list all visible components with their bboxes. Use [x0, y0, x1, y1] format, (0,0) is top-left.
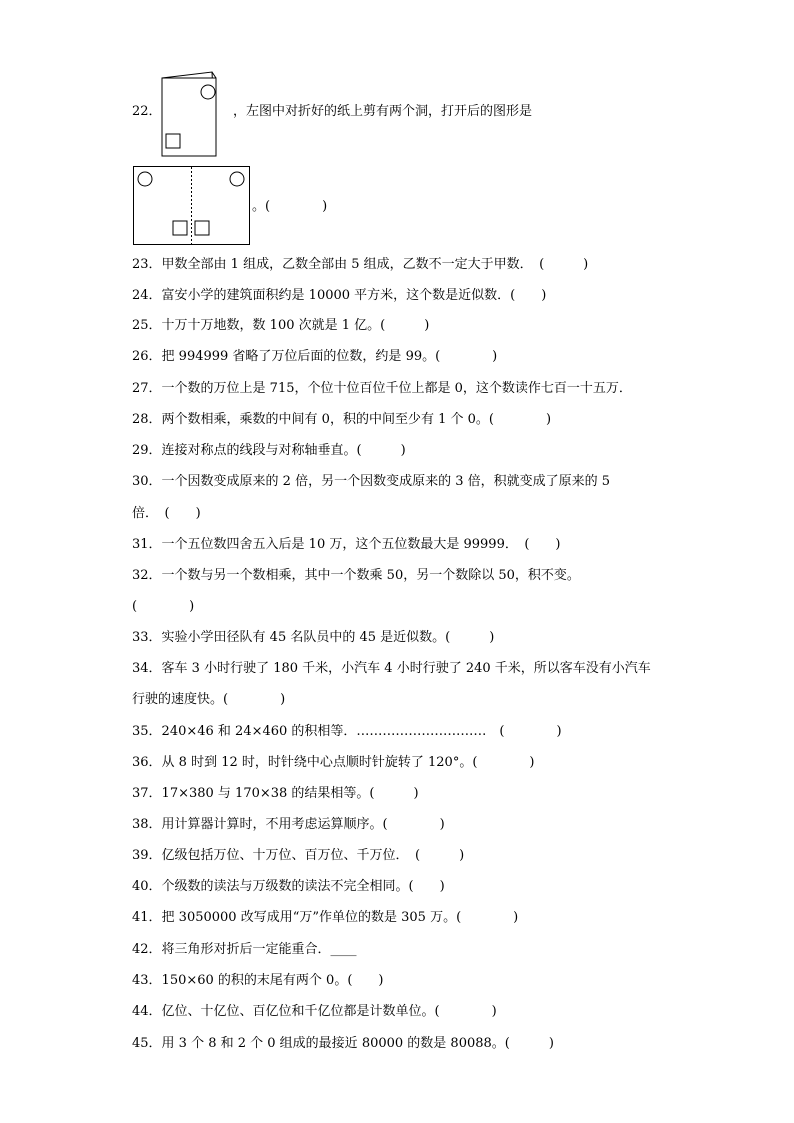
question-38: 38．用计算器计算时，不用考虑运算顺序。( ) [132, 817, 445, 832]
unfolded-paper-figure [133, 166, 251, 246]
question-30-line-1: 30．一个因数变成原来的 2 倍，另一个因数变成原来的 3 倍，积就变成了原来的 5 [132, 474, 611, 489]
question-30-line-2: 倍． ( ) [132, 506, 201, 521]
question-44: 44．亿位、十亿位、百亿位和千亿位都是计数单位。( ) [132, 1004, 497, 1019]
question-29: 29．连接对称点的线段与对称轴垂直。( ) [132, 443, 406, 458]
question-34-line-1: 34．客车 3 小时行驶了 180 千米，小汽车 4 小时行驶了 240 千米，所以客车没有小汽车 [132, 661, 651, 676]
question-42: 42．将三角形对折后一定能重合．____ [132, 942, 357, 957]
question-43: 43．150×60 的积的末尾有两个 0。( ) [132, 973, 384, 988]
question-39: 39．亿级包括万位、十万位、百万位、千万位． ( ) [132, 848, 465, 863]
question-25: 25．十万十万地数，数 100 次就是 1 亿。( ) [132, 318, 430, 333]
question-36: 36．从 8 时到 12 时，时针绕中心点顺时针旋转了 120°。( ) [132, 755, 535, 770]
folded-paper-figure [160, 70, 220, 160]
question-22-number: 22． [132, 104, 162, 119]
question-22-answer-blank: 。( ) [252, 199, 328, 214]
question-34-line-2: 行驶的速度快。( ) [132, 692, 286, 707]
question-32-line-1: 32．一个数与另一个数相乘，其中一个数乘 50，另一个数除以 50，积不变。 [132, 568, 580, 583]
question-23: 23．甲数全部由 1 组成，乙数全部由 5 组成，乙数不一定大于甲数． ( ) [132, 257, 589, 272]
question-37: 37．17×380 与 170×38 的结果相等。( ) [132, 786, 419, 801]
question-31: 31．一个五位数四舍五入后是 10 万，这个五位数最大是 99999． ( ) [132, 537, 561, 552]
question-27: 27．一个数的万位上是 715，个位十位百位千位上都是 0，这个数读作七百一十五万． [132, 381, 632, 396]
question-26: 26．把 994999 省略了万位后面的位数，约是 99。( ) [132, 349, 498, 364]
question-40: 40．个级数的读法与万级数的读法不完全相同。( ) [132, 879, 445, 894]
question-22-text: ，左图中对折好的纸上剪有两个洞，打开后的图形是 [233, 104, 533, 119]
question-35: 35．240×46 和 24×460 的积相等．………………………… ( ) [132, 724, 562, 739]
question-41: 41．把 3050000 改写成用“万”作单位的数是 305 万。( ) [132, 910, 519, 925]
question-33: 33．实验小学田径队有 45 名队员中的 45 是近似数。( ) [132, 630, 495, 645]
question-24: 24．富安小学的建筑面积约是 10000 平方米，这个数是近似数．( ) [132, 288, 547, 303]
question-32-line-2: ( ) [132, 599, 195, 614]
question-45: 45．用 3 个 8 和 2 个 0 组成的最接近 80000 的数是 80088。( ) [132, 1036, 554, 1051]
question-28: 28．两个数相乘，乘数的中间有 0，积的中间至少有 1 个 0。( ) [132, 412, 552, 427]
